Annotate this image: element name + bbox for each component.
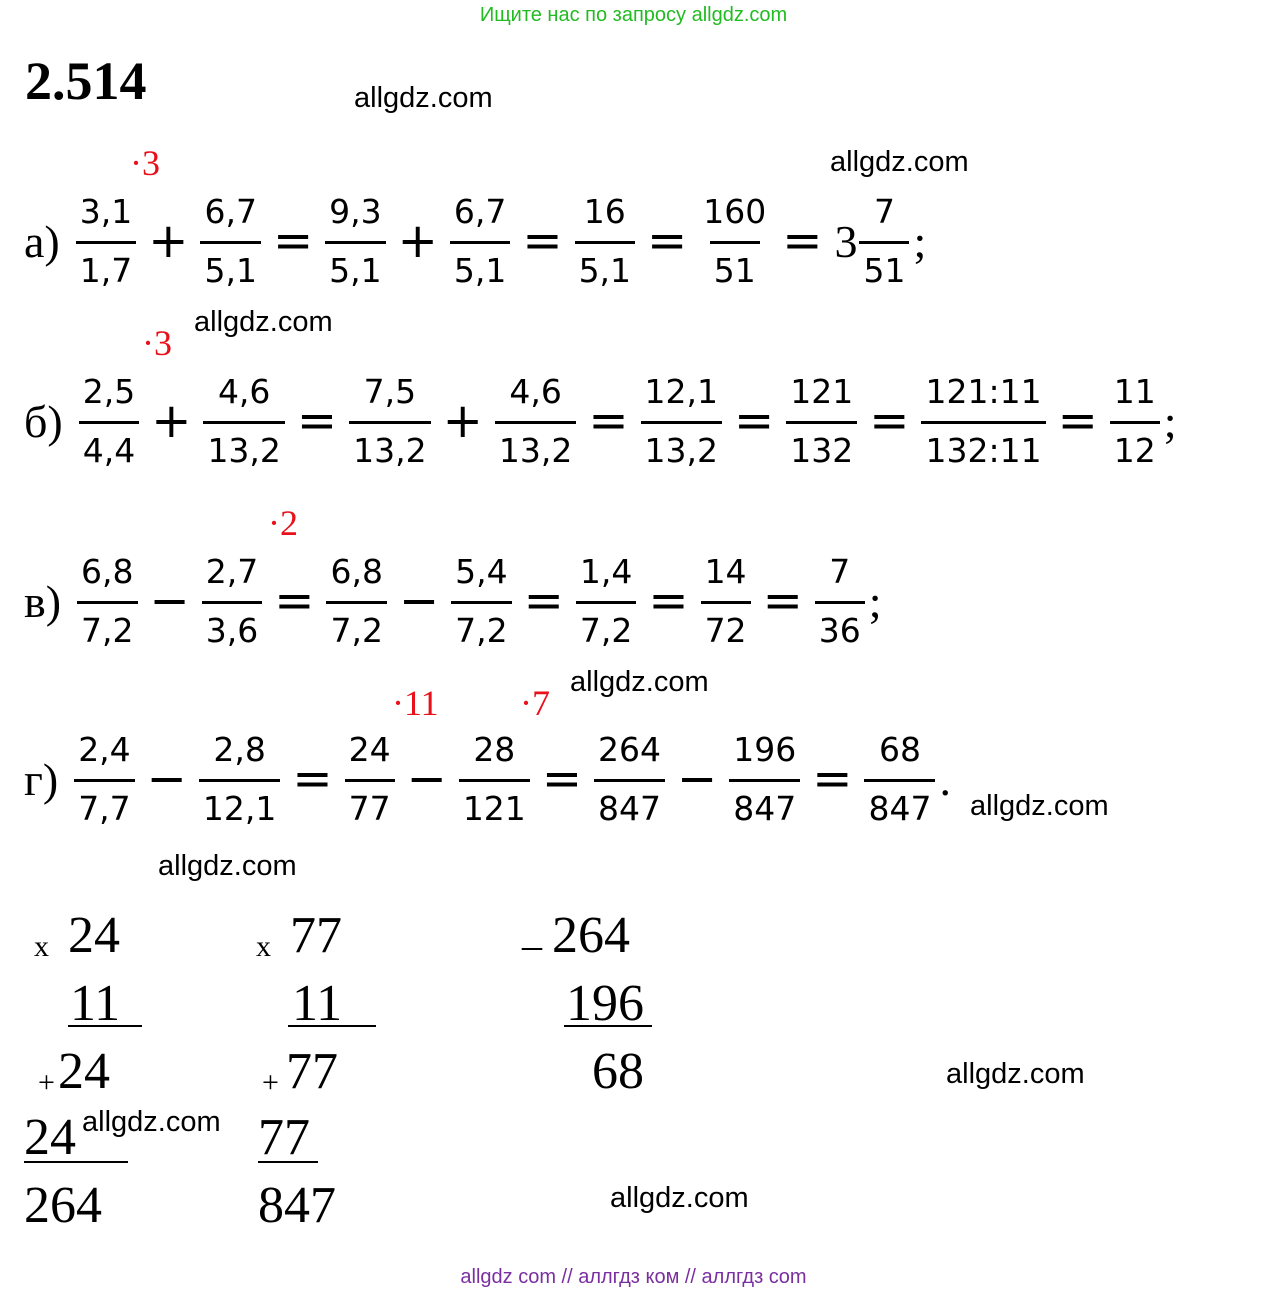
denominator: 13,2 xyxy=(641,421,722,471)
fraction xyxy=(594,729,665,829)
equals-sign: = xyxy=(648,573,689,629)
footer-watermarks: allgdz com // аллгдз ком // аллгдз com xyxy=(460,1266,807,1288)
numerator: 4,6 xyxy=(509,372,562,412)
fraction xyxy=(701,551,751,651)
column-digit: _ xyxy=(522,909,542,954)
equals-sign: = xyxy=(782,213,823,269)
problem-a xyxy=(24,186,926,296)
minus-sign: − xyxy=(677,751,718,807)
punctuation: . xyxy=(939,753,951,805)
fraction xyxy=(495,371,576,471)
equals-sign: = xyxy=(523,573,564,629)
fraction xyxy=(345,729,395,829)
fraction xyxy=(450,191,510,291)
equals-sign: = xyxy=(734,393,775,449)
column-digit: + xyxy=(38,1066,55,1099)
problem-d xyxy=(24,724,951,834)
multiplier-a: ·3 xyxy=(130,143,160,183)
fraction xyxy=(77,551,137,651)
watermark: allgdz.com xyxy=(946,1058,1085,1090)
fraction xyxy=(641,371,722,471)
fraction xyxy=(200,191,260,291)
denominator: 7,7 xyxy=(74,779,134,829)
fraction xyxy=(199,729,280,829)
denominator: 3,6 xyxy=(202,601,262,651)
fraction xyxy=(575,191,635,291)
minus-sign: − xyxy=(146,751,187,807)
equals-sign: = xyxy=(272,213,314,269)
column-line xyxy=(258,1161,318,1163)
plus-sign: + xyxy=(397,213,438,269)
problem-label: б) xyxy=(24,395,63,447)
fraction xyxy=(729,729,800,829)
denominator: 13,2 xyxy=(495,421,576,471)
denominator: 5,1 xyxy=(575,241,635,291)
watermark: allgdz.com xyxy=(158,850,297,882)
numerator: 6,7 xyxy=(453,192,507,232)
watermark: allgdz.com xyxy=(354,82,493,114)
fraction xyxy=(451,551,511,651)
punctuation: ; xyxy=(868,575,882,627)
column-digit: 68 xyxy=(592,1043,644,1100)
equals-sign: = xyxy=(541,751,583,807)
top-banner: Ищите нас по запросу allgdz.com xyxy=(479,4,788,26)
denominator: 36 xyxy=(815,601,865,651)
denominator: 12,1 xyxy=(199,779,280,829)
numerator: 2,4 xyxy=(78,730,131,770)
fraction xyxy=(202,551,262,651)
numerator: 5,4 xyxy=(455,552,508,592)
numerator: 7 xyxy=(829,552,851,592)
denominator: 847 xyxy=(594,779,665,829)
numerator: 196 xyxy=(733,730,797,770)
numerator: 24 xyxy=(348,730,391,770)
equals-sign: = xyxy=(869,393,910,449)
multiplier-d2: ·7 xyxy=(520,683,550,723)
numerator: 28 xyxy=(473,730,516,770)
fraction xyxy=(864,729,935,829)
denominator: 121 xyxy=(459,779,530,829)
column-line xyxy=(564,1025,652,1027)
multiplier-d1: ·11 xyxy=(392,683,439,723)
column-digit: 847 xyxy=(258,1177,336,1234)
minus-sign: − xyxy=(149,573,190,629)
watermark: allgdz.com xyxy=(82,1106,221,1138)
whole-part: 3 xyxy=(834,215,858,267)
column-digit: 196 xyxy=(566,975,644,1032)
numerator: 2,7 xyxy=(205,552,259,592)
denominator: 7,2 xyxy=(326,601,386,651)
multiplier-c: ·2 xyxy=(268,503,298,543)
denominator: 12 xyxy=(1110,421,1160,471)
equals-sign: = xyxy=(522,213,563,269)
denominator: 51 xyxy=(710,241,760,291)
fraction xyxy=(459,729,530,829)
fraction xyxy=(859,191,909,291)
column-digit: x xyxy=(34,930,49,963)
numerator: 1,4 xyxy=(579,552,633,592)
numerator: 160 xyxy=(703,192,767,232)
numerator: 7,5 xyxy=(363,372,417,412)
punctuation: ; xyxy=(913,215,927,267)
numerator: 9,3 xyxy=(329,192,382,232)
denominator: 5,1 xyxy=(325,241,385,291)
denominator: 72 xyxy=(701,601,751,651)
column-digit: 264 xyxy=(552,907,630,964)
watermark: allgdz.com xyxy=(970,790,1109,822)
fraction xyxy=(76,191,136,291)
numerator: 11 xyxy=(1113,372,1156,412)
fraction xyxy=(326,551,386,651)
equals-sign: = xyxy=(812,751,853,807)
numerator: 264 xyxy=(598,730,662,770)
column-line xyxy=(288,1025,376,1027)
plus-sign: + xyxy=(151,393,192,449)
numerator: 2,5 xyxy=(82,372,136,412)
column-digit: 264 xyxy=(24,1177,102,1234)
fraction xyxy=(74,729,134,829)
column-digit: x xyxy=(256,930,271,963)
numerator: 121 xyxy=(790,372,854,412)
column-digit: 24 xyxy=(24,1109,76,1166)
equals-sign: = xyxy=(274,573,315,629)
problem-c xyxy=(24,546,882,656)
numerator: 2,8 xyxy=(213,730,266,770)
problem-label: г) xyxy=(24,753,59,805)
column-digit: 11 xyxy=(292,975,343,1032)
denominator: 847 xyxy=(729,779,800,829)
denominator: 77 xyxy=(345,779,395,829)
denominator: 132:11 xyxy=(921,421,1045,471)
denominator: 7,2 xyxy=(77,601,137,651)
denominator: 13,2 xyxy=(203,421,284,471)
multiplier-b: ·3 xyxy=(142,323,172,363)
denominator: 13,2 xyxy=(349,421,430,471)
plus-sign: + xyxy=(148,213,189,269)
problem-b xyxy=(24,366,1177,476)
plus-sign: + xyxy=(442,393,483,449)
numerator: 3,1 xyxy=(79,192,133,232)
denominator: 7,2 xyxy=(451,601,511,651)
numerator: 12,1 xyxy=(644,372,719,412)
fraction xyxy=(699,191,770,291)
fraction xyxy=(325,191,385,291)
column-digit: 77 xyxy=(286,1043,338,1100)
column-line xyxy=(24,1161,128,1163)
numerator: 68 xyxy=(878,730,921,770)
fraction xyxy=(1110,371,1160,471)
fraction xyxy=(786,371,857,471)
numerator: 6,8 xyxy=(330,552,383,592)
equals-sign: = xyxy=(762,573,803,629)
denominator: 1,7 xyxy=(76,241,136,291)
numerator: 121:11 xyxy=(925,372,1042,412)
numerator: 6,8 xyxy=(81,552,134,592)
numerator: 16 xyxy=(583,192,626,232)
numerator: 14 xyxy=(704,552,747,592)
fraction xyxy=(203,371,284,471)
column-digit: 77 xyxy=(258,1109,310,1166)
problem-label: а) xyxy=(24,215,60,267)
denominator: 847 xyxy=(864,779,935,829)
fraction xyxy=(576,551,636,651)
numerator: 4,6 xyxy=(217,372,271,412)
denominator: 5,1 xyxy=(450,241,510,291)
numerator: 7 xyxy=(873,192,895,232)
watermark: allgdz.com xyxy=(194,306,333,338)
punctuation: ; xyxy=(1163,395,1177,447)
column-digit: 24 xyxy=(58,1043,110,1100)
equals-sign: = xyxy=(296,393,338,449)
denominator: 7,2 xyxy=(576,601,636,651)
denominator: 51 xyxy=(859,241,909,291)
equals-sign: = xyxy=(647,213,688,269)
equals-sign: = xyxy=(1057,393,1098,449)
denominator: 132 xyxy=(786,421,857,471)
fraction xyxy=(921,371,1045,471)
column-digit: + xyxy=(262,1066,279,1099)
minus-sign: − xyxy=(406,751,447,807)
minus-sign: − xyxy=(398,573,440,629)
equals-sign: = xyxy=(588,393,629,449)
column-digit: 77 xyxy=(290,907,342,964)
fraction xyxy=(79,371,139,471)
watermark: allgdz.com xyxy=(830,146,969,178)
column-digit: 11 xyxy=(70,975,121,1032)
denominator: 4,4 xyxy=(79,421,139,471)
numerator: 6,7 xyxy=(204,192,257,232)
equals-sign: = xyxy=(292,751,333,807)
exercise-number: 2.514 xyxy=(25,51,147,111)
denominator: 5,1 xyxy=(200,241,260,291)
fraction xyxy=(815,551,865,651)
problem-label: в) xyxy=(24,575,62,627)
watermark: allgdz.com xyxy=(570,666,709,698)
column-digit: 24 xyxy=(68,907,120,964)
column-line xyxy=(68,1025,142,1027)
watermark: allgdz.com xyxy=(610,1182,749,1214)
fraction xyxy=(349,371,430,471)
